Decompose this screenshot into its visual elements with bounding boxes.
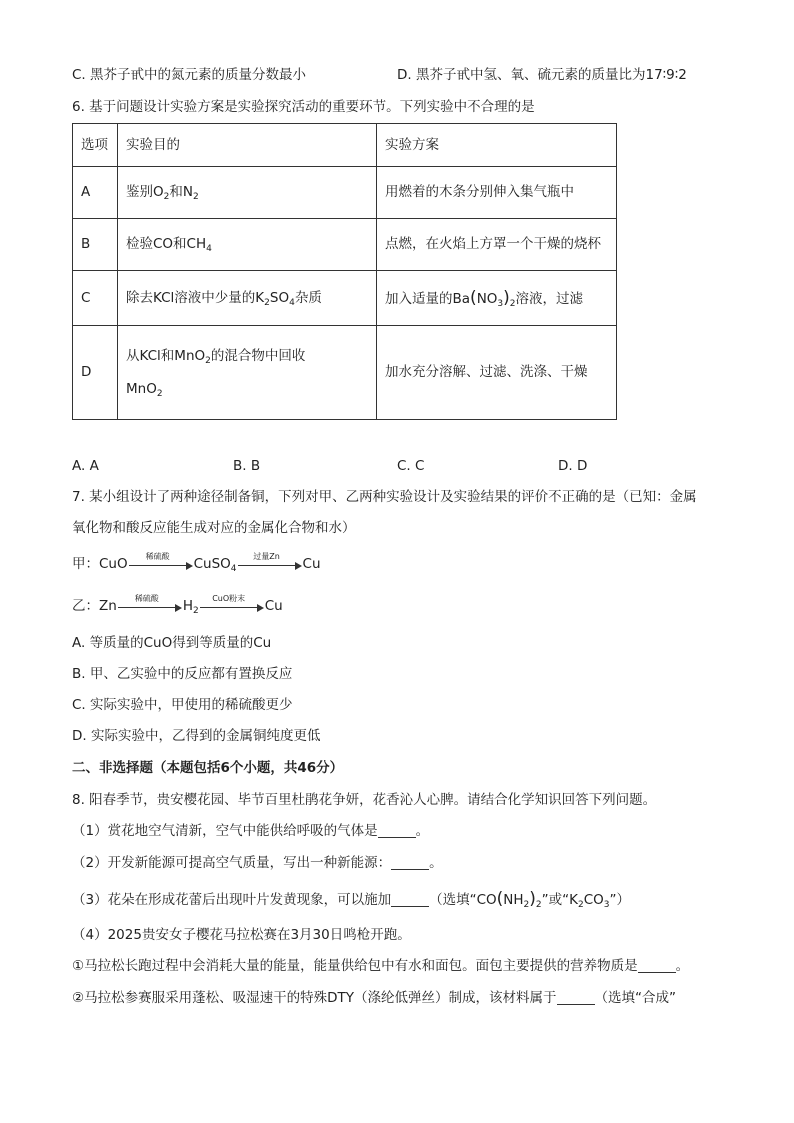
q8-part4: （4）2025贵安女子樱花马拉松赛在3月30日鸣枪开跑。	[72, 927, 411, 943]
row-plan: 点燃，在火焰上方罩一个干燥的烧杯	[377, 219, 617, 271]
reaction-arrow: 稀硫酸	[118, 599, 182, 613]
header-option: 选项	[73, 124, 118, 167]
reaction-arrow: 过量Zn	[238, 557, 302, 571]
q5-option-d: D. 黑芥子甙中氢、氧、硫元素的质量比为17∶9∶2	[397, 67, 687, 83]
q8-stem: 8. 阳春季节，贵安樱花园、毕节百里杜鹃花争妍，花香沁人心脾。请结合化学知识回答下列问题。	[72, 792, 657, 808]
q7-stem-line1: 7. 某小组设计了两种途径制备铜，下列对甲、乙两种实验设计及实验结果的评价不正确的是（已知：金属	[72, 489, 697, 505]
q7-route-yi: 乙：Zn 稀硫酸 $H_2$ CuO粉末 Cu	[72, 594, 283, 616]
row-option: D	[73, 326, 118, 420]
q8-part1: （1）赏花地空气清新，空气中能供给呼吸的气体是 。	[72, 823, 430, 839]
row-option: A	[73, 167, 118, 219]
q6-answer-c: C. C	[397, 458, 425, 474]
q5-option-c: C. 黑芥子甙中的氮元素的质量分数最小	[72, 67, 307, 83]
q7-option-b: B. 甲、乙实验中的反应都有置换反应	[72, 666, 293, 682]
q7-option-d: D. 实际实验中，乙得到的金属铜纯度更低	[72, 728, 321, 744]
q6-stem: 6. 基于问题设计实验方案是实验探究活动的重要环节。下列实验中不合理的是	[72, 99, 535, 115]
header-aim: 实验目的	[118, 124, 377, 167]
row-aim: 从KCl和MnO$_2$的混合物中回收 MnO$_2$	[118, 326, 377, 420]
answer-blank[interactable]	[378, 824, 416, 838]
table-header-row	[73, 124, 617, 167]
q6-answer-a: A. A	[72, 458, 99, 474]
table-row	[73, 219, 617, 271]
answer-blank[interactable]	[391, 893, 429, 907]
row-aim: 鉴别$O_2$和$N_2$	[118, 167, 377, 219]
q8-part4-sub1: ①马拉松长跑过程中会消耗大量的能量，能量供给包中有水和面包。面包主要提供的营养物质是 。	[72, 958, 690, 974]
answer-blank[interactable]	[638, 959, 676, 973]
answer-blank[interactable]	[557, 991, 595, 1005]
q8-part3: （3）花朵在形成花蕾后出现叶片发黄现象，可以施加 （选填“$CO(NH_2)_2$”或“$K_2CO_3$”）	[72, 889, 631, 910]
q8-part4-sub2: ②马拉松参赛服采用蓬松、吸湿速干的特殊DTY（涤纶低弹丝）制成，该材料属于 （选填“合成”	[72, 990, 676, 1006]
q6-answer-b: B. B	[233, 458, 261, 474]
q6-table	[72, 123, 617, 420]
row-option: C	[73, 271, 118, 326]
reaction-arrow: 稀硫酸	[129, 557, 193, 571]
row-aim: 除去KCl溶液中少量的$K_2SO_4$杂质	[118, 271, 377, 326]
q8-part2: （2）开发新能源可提高空气质量，写出一种新能源： 。	[72, 855, 443, 871]
row-option: B	[73, 219, 118, 271]
row-plan: 加水充分溶解、过滤、洗涤、干燥	[377, 326, 617, 420]
q7-stem-line2: 氧化物和酸反应能生成对应的金属化合物和水）	[72, 520, 356, 536]
row-aim: 检验CO和$CH_4$	[118, 219, 377, 271]
table-row	[73, 271, 617, 326]
q6-answer-d: D. D	[558, 458, 588, 474]
header-plan: 实验方案	[377, 124, 617, 167]
table-row	[73, 326, 617, 420]
q7-option-c: C. 实际实验中，甲使用的稀硫酸更少	[72, 697, 293, 713]
answer-blank[interactable]	[391, 856, 429, 870]
section-title: 二、非选择题（本题包括6个小题，共46分）	[72, 760, 344, 776]
q7-route-jia: 甲：CuO 稀硫酸 CuSO$_4$ 过量Zn Cu	[72, 552, 321, 574]
row-plan: 用燃着的木条分别伸入集气瓶中	[377, 167, 617, 219]
table-row	[73, 167, 617, 219]
q7-option-a: A. 等质量的CuO得到等质量的Cu	[72, 635, 272, 651]
row-plan: 加入适量的$Ba(NO_3)_2$溶液，过滤	[377, 271, 617, 326]
reaction-arrow: CuO粉末	[200, 599, 264, 613]
